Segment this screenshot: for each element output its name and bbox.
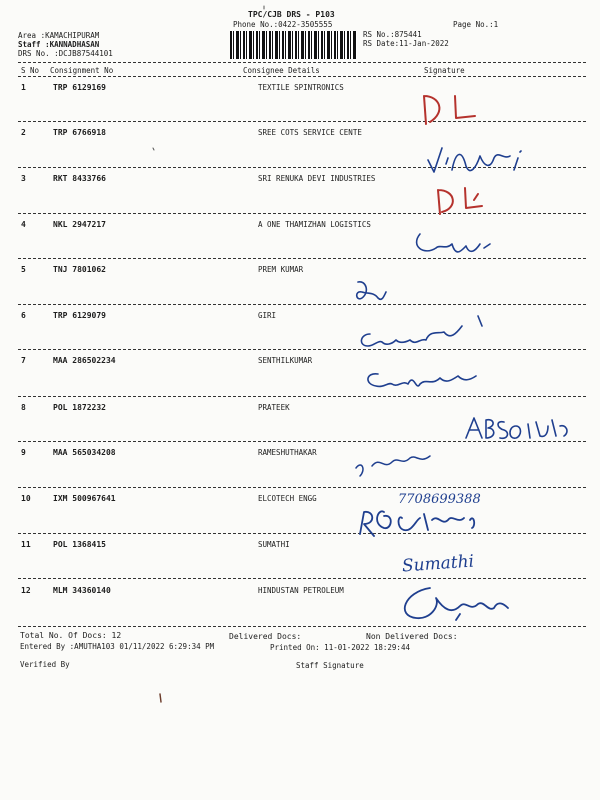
row-divider [18, 213, 586, 214]
table-row [0, 356, 600, 370]
signature-row-7 [368, 374, 476, 387]
non-delivered-docs: Non Delivered Docs: [366, 632, 458, 641]
row-consignment: POL 1872232 [53, 403, 106, 412]
column-header-signature: Signature [424, 66, 465, 75]
row-sno: 3 [21, 174, 26, 183]
page-number: Page No.:1 [453, 20, 499, 29]
signature-row-2 [428, 148, 521, 172]
row-sno: 8 [21, 403, 26, 412]
row-consignment: TRP 6129169 [53, 83, 106, 92]
phone-number: Phone No.:0422-3505555 [233, 20, 333, 29]
entered-by: Entered By :AMUTHA103 01/11/2022 6:29:34 PM [20, 642, 215, 651]
column-header-sno: S No [21, 66, 40, 75]
row-sno: 11 [21, 540, 31, 549]
row-sno: 9 [21, 448, 26, 457]
row-consignee: HINDUSTAN PETROLEUM [258, 586, 344, 595]
row-consignment: RKT 8433766 [53, 174, 106, 183]
total-docs: Total No. Of Docs: 12 [20, 631, 122, 640]
signature-row-4 [417, 234, 490, 252]
row-consignment: TRP 6766918 [53, 128, 106, 137]
row-consignment: MAA 565034208 [53, 448, 116, 457]
row-sno: 5 [21, 265, 26, 274]
row-consignment: POL 1368415 [53, 540, 106, 549]
table-row [0, 83, 600, 97]
signature-row-8 [466, 418, 567, 438]
divider [18, 62, 586, 63]
row-divider [18, 533, 586, 534]
row-divider [18, 349, 586, 350]
row-divider [18, 578, 586, 579]
row-sno: 6 [21, 311, 26, 320]
column-header-consignee: Consignee Details [243, 66, 320, 75]
table-row [0, 128, 600, 142]
row-consignee: SUMATHI [258, 540, 290, 549]
table-row [0, 540, 600, 554]
row-divider [18, 258, 586, 259]
table-row [0, 311, 600, 325]
document-title: TPC/CJB DRS - P103 [248, 10, 335, 19]
delivered-docs: Delivered Docs: [229, 632, 302, 641]
staff-signature-label: Staff Signature [296, 661, 364, 670]
row-consignee: SENTHILKUMAR [258, 356, 313, 365]
printed-on: Printed On: 11-01-2022 18:29:44 [270, 643, 410, 652]
table-row [0, 586, 600, 600]
row-consignee: SRI RENUKA DEVI INDUSTRIES [258, 174, 376, 183]
row-divider [18, 441, 586, 442]
table-row [0, 265, 600, 279]
row-consignee: ELCOTECH ENGG [258, 494, 317, 503]
rs-date: RS Date:11-Jan-2022 [363, 39, 449, 48]
row-sno: 10 [21, 494, 31, 503]
signature-row-1 [424, 96, 475, 124]
row-divider [18, 396, 586, 397]
row-sno: 1 [21, 83, 26, 92]
row-consignee: GIRI [258, 311, 277, 320]
row-consignee: A ONE THAMIZHAN LOGISTICS [258, 220, 371, 229]
row-consignee: PRATEEK [258, 403, 290, 412]
row-sno: 7 [21, 356, 26, 365]
table-row [0, 494, 600, 508]
row-consignment: IXM 500967641 [53, 494, 116, 503]
barcode [230, 31, 357, 59]
signature-row-5 [357, 282, 386, 300]
row-consignment: NKL 2947217 [53, 220, 106, 229]
handwritten-sumathi: Sumathi [401, 551, 475, 577]
row-consignee: RAMESHUTHAKAR [258, 448, 317, 457]
signature-row-3 [438, 188, 482, 214]
staff-field: Staff :KANNADHASAN [18, 40, 100, 49]
divider [18, 76, 586, 77]
column-header-consignment: Consignment No [50, 66, 114, 75]
row-sno: 4 [21, 220, 26, 229]
verified-by-label: Verified By [20, 660, 70, 669]
handwritten-phone: 7708699388 [398, 492, 481, 507]
row-consignee: PREM KUMAR [258, 265, 304, 274]
row-consignment: TRP 6129079 [53, 311, 106, 320]
row-consignment: MLM 34360140 [53, 586, 111, 595]
row-divider [18, 304, 586, 305]
row-consignee: TEXTILE SPINTRONICS [258, 83, 344, 92]
table-row [0, 174, 600, 188]
row-sno: 12 [21, 586, 31, 595]
row-divider [18, 626, 586, 627]
row-divider [18, 121, 586, 122]
area-field: Area :KAMACHIPURAM [18, 31, 100, 40]
row-consignment: TNJ 7801062 [53, 265, 106, 274]
row-consignment: MAA 286502234 [53, 356, 116, 365]
row-consignee: SREE COTS SERVICE CENTE [258, 128, 362, 137]
row-sno: 2 [21, 128, 26, 137]
row-divider [18, 487, 586, 488]
rs-number: RS No.:875441 [363, 30, 422, 39]
row-divider [18, 167, 586, 168]
drs-number: DRS No. :DCJB87544101 [18, 49, 113, 58]
table-row [0, 403, 600, 417]
table-row [0, 220, 600, 234]
table-row [0, 448, 600, 462]
stray-mark [160, 694, 161, 702]
